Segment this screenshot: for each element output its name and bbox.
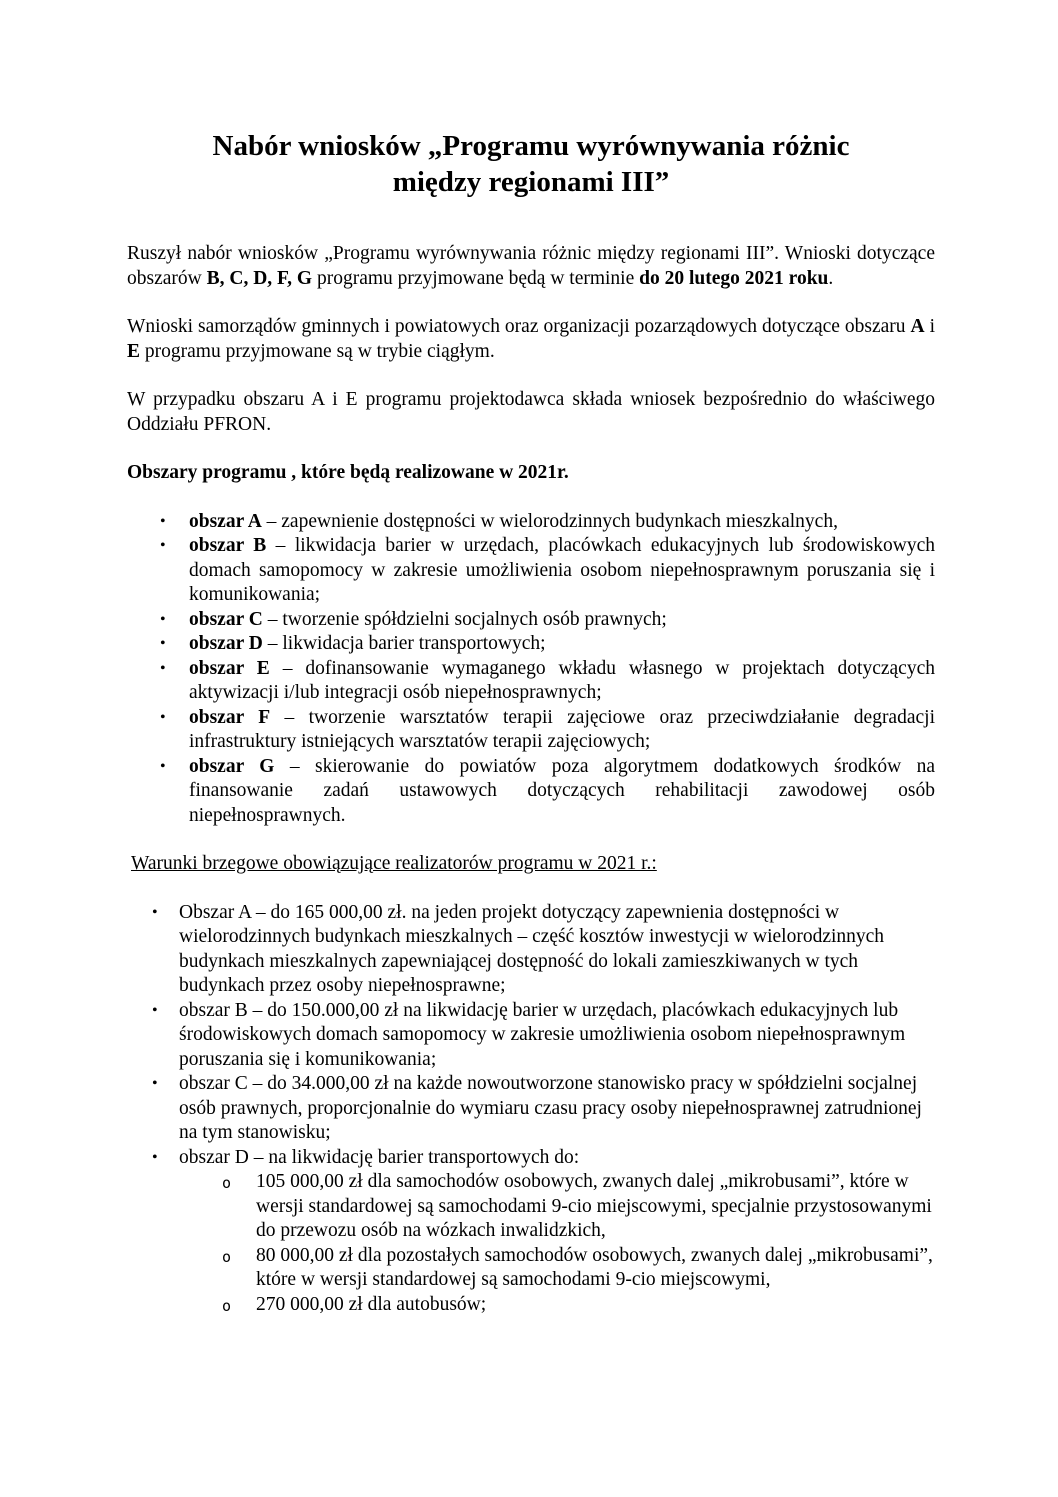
area-description: – tworzenie spółdzielni socjalnych osób prawnych; xyxy=(262,608,667,630)
document-page xyxy=(127,128,935,1341)
continuous-text-1: Wnioski samorządów gminnych i powiatowych oraz organizacji pozarządowych dotyczące obszaru xyxy=(127,316,911,337)
direct-submission-paragraph: W przypadku obszaru A i E programu projektodawca składa wniosek bezpośrednio do właściwego Oddziału PFRON. xyxy=(127,389,935,435)
continuous-paragraph xyxy=(127,315,935,364)
title-line-1: Nabór wniosków „Programu wyrównywania różnic xyxy=(212,130,850,162)
conditions-heading: Warunki brzegowe obowiązujące realizatorów programu w 2021 r.: xyxy=(131,853,657,874)
area-description: – tworzenie warsztatów terapii zajęciowe oraz przeciwdziałanie degradacji infrastruktury istniejących warsztatów terapii zajęciowych; xyxy=(189,706,935,752)
area-description: – likwidacja barier transportowych; xyxy=(262,633,546,654)
intro-text-1: Ruszył nabór wniosków „Programu wyrównywania różnic między regionami III”. Wnioski dotyczące obszarów xyxy=(127,243,935,289)
list-item xyxy=(127,510,935,535)
bullet-icon: • xyxy=(152,1075,158,1092)
area-description: – likwidacja barier w urzędach, placówkach edukacyjnych lub środowiskowych domach samopomocy w zakresie umożliwienia osobom niepełnosprawnym poruszania się i komunikowania; xyxy=(189,535,935,605)
bullet-icon: • xyxy=(160,659,166,677)
area-label: obszar D xyxy=(189,633,263,654)
transport-limit-text: 105 000,00 zł dla samochodów osobowych, zwanych dalej „mikrobusami”, które w wersji standardowej są samochodami 9-cio miejscowymi, specjalnie przystosowanymi do przewozu osób na wózkach inwalidzkich, xyxy=(256,1171,932,1241)
continuous-text-3: programu przyjmowane są w trybie ciągłym. xyxy=(140,340,495,362)
area-description: – zapewnienie dostępności w wielorodzinnych budynkach mieszkalnych, xyxy=(261,510,838,532)
list-item xyxy=(127,632,935,657)
transport-limits-list xyxy=(179,1170,935,1317)
bullet-icon: • xyxy=(160,635,166,652)
area-label: obszar F xyxy=(189,706,271,728)
circle-bullet-icon: o xyxy=(222,1174,232,1192)
list-item xyxy=(127,901,935,999)
area-label: obszar G xyxy=(189,755,275,777)
list-item xyxy=(179,1244,935,1293)
list-item xyxy=(127,534,935,608)
circle-bullet-icon: o xyxy=(222,1296,232,1315)
intro-text-2: programu przyjmowane będą w terminie xyxy=(312,267,640,289)
list-item xyxy=(127,706,935,755)
bullet-icon: • xyxy=(160,757,166,775)
areas-list xyxy=(127,510,935,829)
bullet-icon: • xyxy=(160,610,166,628)
continuous-text-2: i xyxy=(924,316,935,337)
document-title xyxy=(127,128,935,200)
intro-deadline: do 20 lutego 2021 roku xyxy=(639,267,829,289)
list-item xyxy=(127,999,935,1073)
area-description: – skierowanie do powiatów poza algorytmem dodatkowych środków na finansowanie zadań ustawowych dotyczących rehabilitacji zawodowej osób niepełnosprawnych. xyxy=(189,755,935,826)
area-label: obszar B xyxy=(189,535,267,556)
list-item xyxy=(127,657,935,706)
condition-text: obszar C – do 34.000,00 zł na każde nowoutworzone stanowisko pracy w spółdzielni socjalnej osób prawnych, proporcjonalnie do wymiaru czasu pracy osoby niepełnosprawnej zatrudnionej na tym stanowisku; xyxy=(179,1073,922,1143)
bullet-icon: • xyxy=(152,1148,158,1166)
list-item xyxy=(127,1072,935,1146)
condition-text: obszar D – na likwidację barier transportowych do: xyxy=(179,1146,580,1168)
list-item xyxy=(179,1170,935,1244)
continuous-area-a: A xyxy=(910,316,925,337)
condition-text: Obszar A – do 165 000,00 zł. na jeden projekt dotyczący zapewnienia dostępności w wielorodzinnych budynkach mieszkalnych – część kosztów inwestycji w wielorodzinnych budynkach mieszkalnych zapewniającej dostępność do lokali zamieszkiwanych w tych budynkach przez osoby niepełnosprawne; xyxy=(179,901,885,996)
area-label: obszar C xyxy=(189,608,263,630)
conditions-list xyxy=(127,901,935,1318)
transport-limit-text: 80 000,00 zł dla pozostałych samochodów osobowych, zwanych dalej „mikrobusami”, które w wersji standardowej są samochodami 9-cio miejscowymi, xyxy=(256,1244,933,1290)
area-label: obszar E xyxy=(189,657,270,679)
list-item xyxy=(127,1146,935,1318)
area-label: obszar A xyxy=(189,510,262,532)
area-description: – dofinansowanie wymaganego wkładu własnego w projektach dotyczących aktywizacji i/lub integracji osób niepełnosprawnych; xyxy=(189,657,935,703)
intro-paragraph xyxy=(127,242,935,291)
circle-bullet-icon: o xyxy=(222,1247,232,1266)
continuous-area-e: E xyxy=(127,340,141,362)
list-item xyxy=(127,755,935,829)
list-item xyxy=(127,608,935,633)
bullet-icon: • xyxy=(160,512,166,530)
title-line-2: między regionami III” xyxy=(392,166,670,198)
list-item xyxy=(179,1293,935,1318)
bullet-icon: • xyxy=(160,537,166,554)
condition-text: obszar B – do 150.000,00 zł na likwidację barier w urzędach, placówkach edukacyjnych lub środowiskowych domach samopomocy w zakresie umożliwienia osobom niepełnosprawnym poruszania się i komunikowania; xyxy=(179,999,906,1070)
transport-limit-text: 270 000,00 zł dla autobusów; xyxy=(256,1293,487,1315)
bullet-icon: • xyxy=(152,1001,158,1019)
bullet-icon: • xyxy=(160,708,166,726)
intro-text-3: . xyxy=(828,267,834,289)
intro-areas: B, C, D, F, G xyxy=(206,267,313,289)
areas-heading: Obszary programu , które będą realizowane w 2021r. xyxy=(127,462,569,483)
bullet-icon: • xyxy=(152,903,158,921)
